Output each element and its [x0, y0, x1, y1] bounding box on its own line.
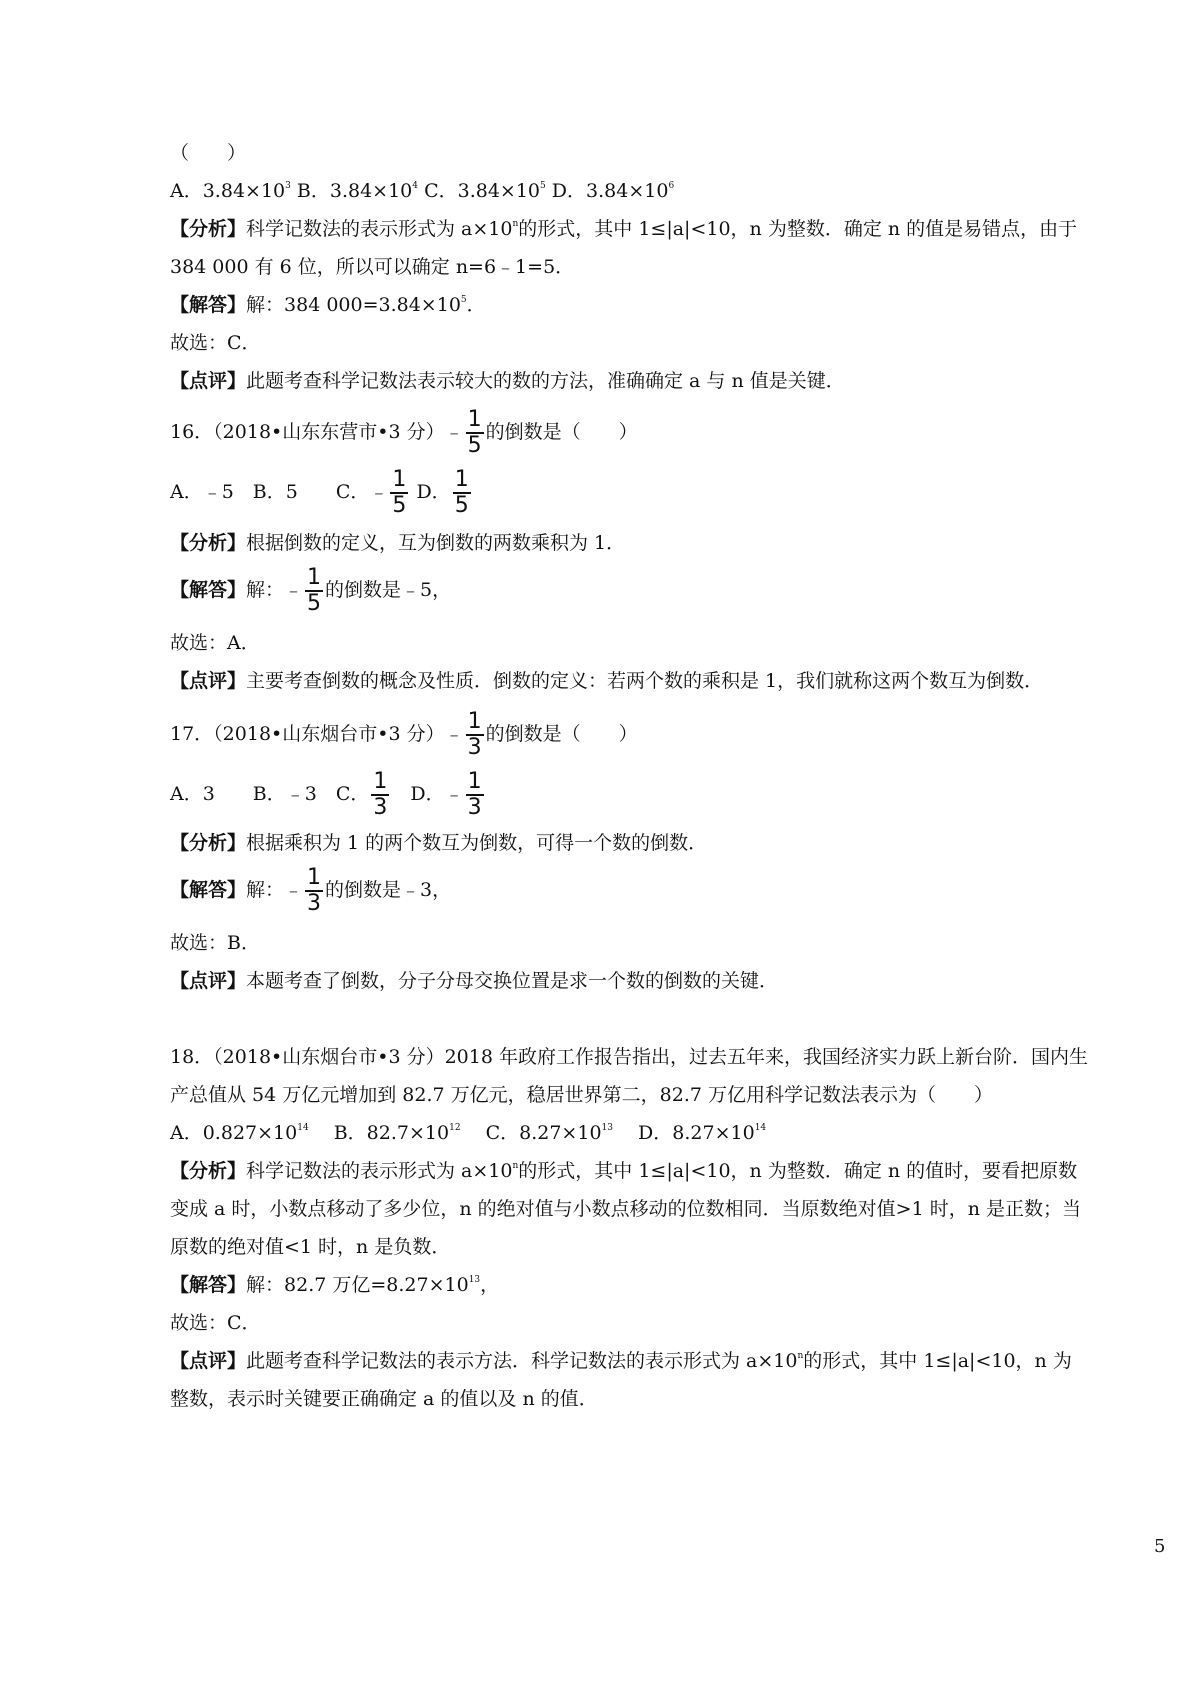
q18-analysis: 【分析】科学记数法的表示形式为 $a\times 10^n$的形式，其中 1≤|a|<10，n 为整数．确定 n 的值时，要看把原数: [170, 1160, 1078, 1182]
fraction: $\frac{1}{3}$: [307, 865, 322, 916]
fraction: $\frac{1}{3}$: [467, 709, 482, 760]
fraction: $\frac{1}{5}$: [392, 467, 407, 518]
q18-option-a: A．$0.827\times 10^{14}$: [170, 1122, 309, 1144]
q18-answer: 【解答】解：82.7 万亿$=8.27\times 10^{13}$，: [170, 1274, 500, 1296]
fraction: $\frac{1}{3}$: [373, 769, 388, 820]
q16-choice: 故选：A．: [170, 632, 260, 654]
q15-paren: （ ）: [170, 142, 247, 164]
q17-review: 【点评】本题考查了倒数，分子分母交换位置是求一个数的倒数的关键．: [170, 970, 779, 992]
q18-option-d: D．$8.27\times 10^{14}$: [638, 1122, 767, 1144]
q16-stem: 16．（2018•山东东营市•3 分）﹣ $\frac{1}{5}$ 的倒数是（ ）: [170, 407, 638, 458]
q15-option-d: D．$3.84\times 10^6$: [551, 180, 675, 202]
q15-options: [170, 178, 674, 204]
q15-analysis-cont: 384 000 有 6 位，所以可以确定 n=6﹣1=5．: [170, 256, 575, 278]
q18-review-cont: 整数，表示时关键要正确确定 a 的值以及 n 的值．: [170, 1388, 598, 1410]
q17-choice: 故选：B．: [170, 932, 260, 954]
page-number: 5: [1154, 1536, 1166, 1557]
q15-answer: 【解答】解：384 $000=3.84\times 10^5$．: [170, 294, 486, 316]
q18-analysis-cont2: 原数的绝对值<1 时，n 是负数．: [170, 1236, 451, 1258]
q17-stem: 17．（2018•山东烟台市•3 分）﹣ $\frac{1}{3}$ 的倒数是（ ）: [170, 709, 638, 760]
q18-options: [170, 1120, 766, 1146]
q15-choice: 故选：C．: [170, 332, 261, 354]
fraction: $\frac{1}{3}$: [467, 769, 482, 820]
fraction: $\frac{1}{5}$: [307, 565, 322, 616]
q18-stem: 18．（2018•山东烟台市•3 分）2018 年政府工作报告指出，过去五年来，我国经济实力跃上新台阶．国内生: [170, 1046, 1088, 1068]
q17-analysis: 【分析】根据乘积为 1 的两个数互为倒数，可得一个数的倒数．: [170, 832, 708, 854]
fraction: $\frac{1}{5}$: [467, 407, 482, 458]
q16-answer: 【解答】解：﹣ $\frac{1}{5}$ 的倒数是﹣5，: [170, 565, 452, 616]
q18-review: 【点评】此题考查科学记数法的表示方法．科学记数法的表示形式为 $a\times 10^n$的形式，其中 1≤|a|<10，n 为: [170, 1350, 1072, 1372]
q18-analysis-cont: 变成 a 时，小数点移动了多少位，n 的绝对值与小数点移动的位数相同．当原数绝对值>1 时，n 是正数；当: [170, 1198, 1082, 1220]
q15-option-a: A．$3.84\times 10^3$: [170, 180, 291, 202]
fraction: $\frac{1}{5}$: [454, 467, 469, 518]
q17-options: A．3 B．﹣3 C． $\frac{1}{3}$ D．﹣ $\frac{1}{3}$: [170, 769, 482, 820]
q18-choice: 故选：C．: [170, 1312, 261, 1334]
q18-option-c: C．$8.27\times 10^{13}$: [485, 1122, 613, 1144]
q15-option-b: B．$3.84\times 10^4$: [296, 180, 419, 202]
q16-analysis: 【分析】根据倒数的定义，互为倒数的两数乘积为 1．: [170, 532, 626, 554]
q17-answer: 【解答】解：﹣ $\frac{1}{3}$ 的倒数是﹣3，: [170, 865, 452, 916]
q15-review: 【点评】此题考查科学记数法表示较大的数的方法，准确确定 a 与 n 值是关键．: [170, 370, 845, 392]
q16-review: 【点评】主要考查倒数的概念及性质．倒数的定义：若两个数的乘积是 1，我们就称这两个数互为倒数．: [170, 670, 1044, 692]
q15-option-c: C．$3.84\times 10^5$: [424, 180, 546, 202]
q16-options: A．﹣5 B．5 C．﹣ $\frac{1}{5}$ D． $\frac{1}{5}$: [170, 467, 469, 518]
q18-stem-cont: 产总值从 54 万亿元增加到 82.7 万亿元，稳居世界第二，82.7 万亿用科学记数法表示为（ ）: [170, 1084, 993, 1106]
q15-analysis: 【分析】科学记数法的表示形式为 $a\times 10^n$的形式，其中 1≤|a|<10，n 为整数．确定 n 的值是易错点，由于: [170, 218, 1078, 240]
q18-option-b: B．$82.7\times 10^{12}$: [333, 1122, 461, 1144]
